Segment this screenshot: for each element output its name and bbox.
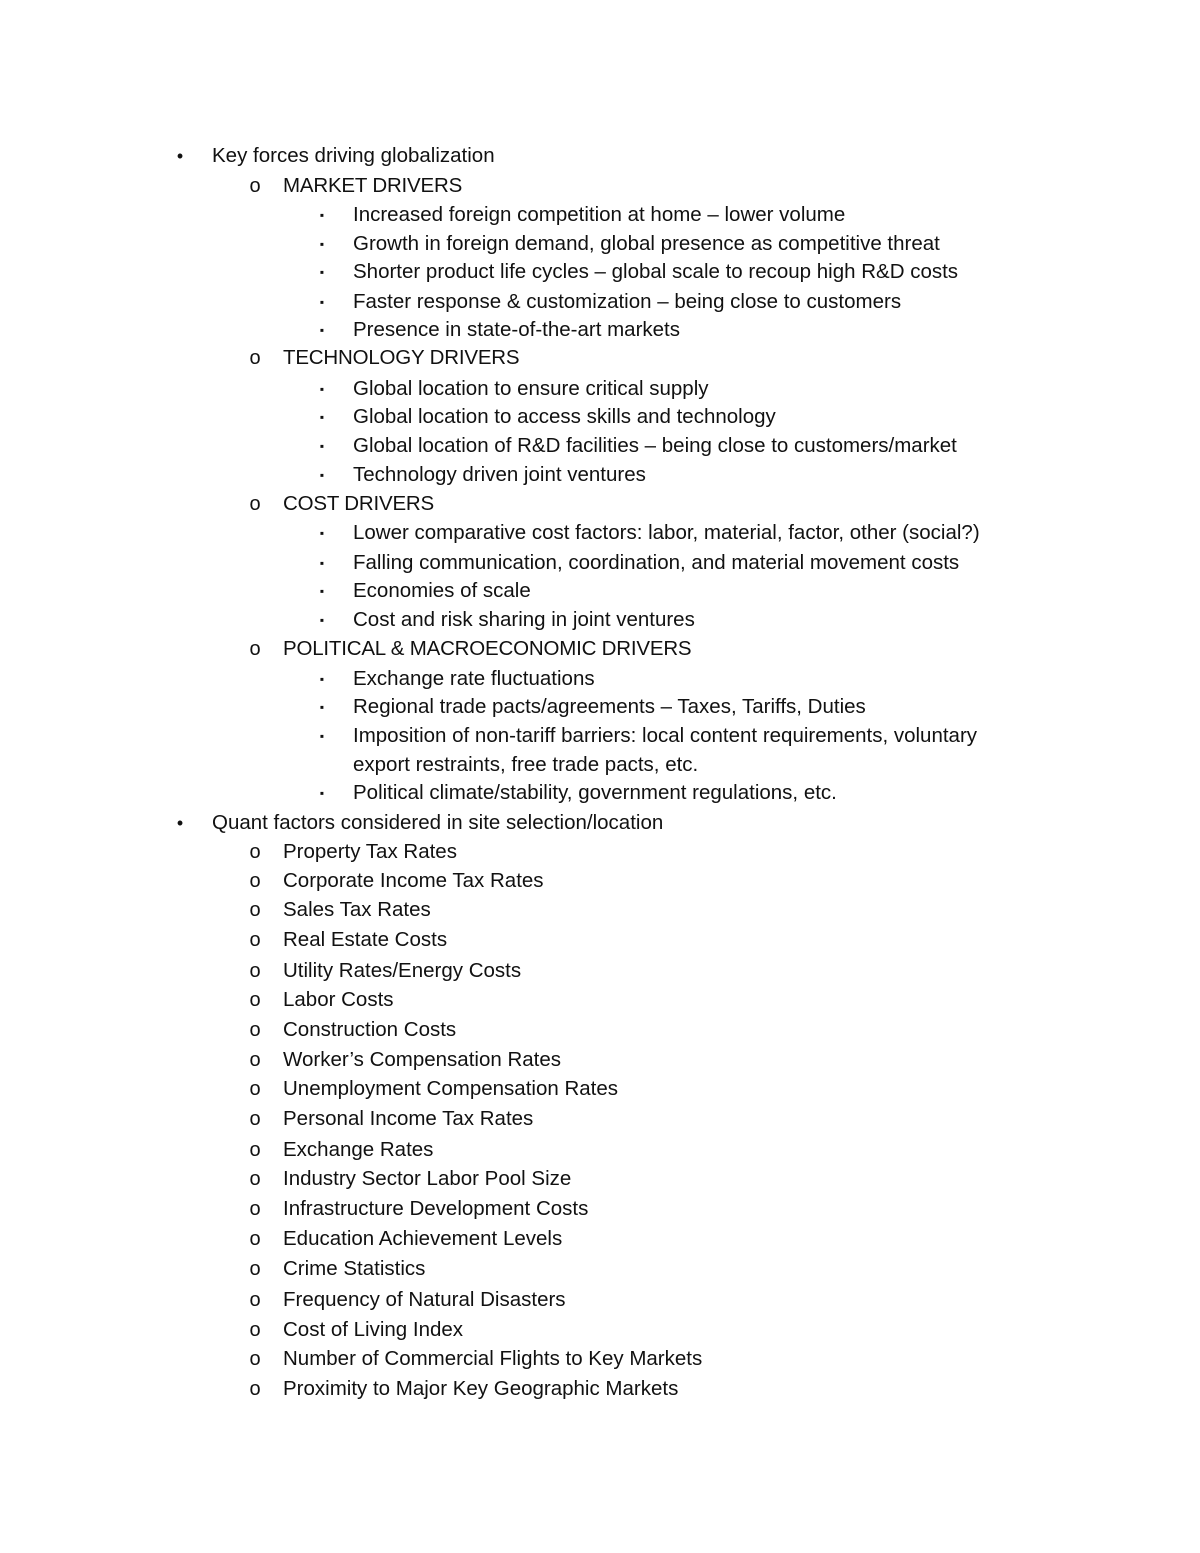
section-title: Key forces driving globalization xyxy=(212,144,495,167)
list-item-text: Global location of R&D facilities – being close to customers/market xyxy=(353,434,957,457)
list-item-text: Crime Statistics xyxy=(283,1257,426,1280)
square-bullet-icon: ▪ xyxy=(319,468,325,482)
list-item-text: Labor Costs xyxy=(283,988,394,1011)
circle-bullet-icon: o xyxy=(249,1019,261,1041)
outline-item-level2 xyxy=(0,1135,1100,1165)
square-bullet-icon: ▪ xyxy=(319,208,325,222)
list-item-text: Corporate Income Tax Rates xyxy=(283,869,544,892)
outline-item-level3 xyxy=(0,460,1100,490)
outline-item-level2 xyxy=(0,1015,1100,1045)
square-bullet-icon: ▪ xyxy=(319,526,325,540)
outline-item-level3 xyxy=(0,200,1100,230)
outline-item-continuation xyxy=(0,750,1100,780)
subsection-heading: TECHNOLOGY DRIVERS xyxy=(283,346,520,369)
circle-bullet-icon: o xyxy=(249,929,261,951)
circle-bullet-icon: o xyxy=(249,841,261,863)
circle-bullet-icon: o xyxy=(249,638,261,660)
outline-item-level2 xyxy=(0,343,1100,373)
list-item-text: Number of Commercial Flights to Key Markets xyxy=(283,1347,703,1370)
subsection-heading: POLITICAL & MACROECONOMIC DRIVERS xyxy=(283,637,692,660)
outline-item-level3 xyxy=(0,402,1100,432)
list-item-text: Cost of Living Index xyxy=(283,1318,464,1341)
outline-item-level2 xyxy=(0,171,1100,201)
outline-item-level2 xyxy=(0,1164,1100,1194)
list-item-text: Increased foreign competition at home – lower volume xyxy=(353,203,846,226)
outline-item-level2 xyxy=(0,489,1100,519)
circle-bullet-icon: o xyxy=(249,1078,261,1100)
list-item-text: Industry Sector Labor Pool Size xyxy=(283,1167,572,1190)
list-item-text: Faster response & customization – being close to customers xyxy=(353,290,902,313)
list-item-text: Political climate/stability, government regulations, etc. xyxy=(353,781,837,804)
list-item-text: Economies of scale xyxy=(353,579,531,602)
list-item-text: Lower comparative cost factors: labor, material, factor, other (social?) xyxy=(353,521,980,544)
square-bullet-icon: ▪ xyxy=(319,382,325,396)
square-bullet-icon: ▪ xyxy=(319,700,325,714)
outline-item-level2 xyxy=(0,1074,1100,1104)
list-item-text: Regional trade pacts/agreements – Taxes, Tariffs, Duties xyxy=(353,695,866,718)
outline-item-level2 xyxy=(0,925,1100,955)
circle-bullet-icon: o xyxy=(249,1348,261,1370)
outline-item-level2 xyxy=(0,1285,1100,1315)
list-item-text: Construction Costs xyxy=(283,1018,457,1041)
square-bullet-icon: ▪ xyxy=(319,613,325,627)
list-item-text: Presence in state-of-the-art markets xyxy=(353,318,680,341)
outline-item-level3 xyxy=(0,548,1100,578)
list-item-text: Worker’s Compensation Rates xyxy=(283,1048,562,1071)
list-item-text: Exchange rate fluctuations xyxy=(353,667,595,690)
outline-item-level2 xyxy=(0,1344,1100,1374)
square-bullet-icon: ▪ xyxy=(319,410,325,424)
list-item-text: Global location to access skills and technology xyxy=(353,405,776,428)
circle-bullet-icon: o xyxy=(249,989,261,1011)
list-item-text: Cost and risk sharing in joint ventures xyxy=(353,608,695,631)
outline-item-level3 xyxy=(0,518,1100,548)
list-item-text: Sales Tax Rates xyxy=(283,898,431,921)
outline-item-level3 xyxy=(0,287,1100,317)
circle-bullet-icon: o xyxy=(249,1049,261,1071)
outline-item-level3 xyxy=(0,664,1100,694)
circle-bullet-icon: o xyxy=(249,1319,261,1341)
square-bullet-icon: ▪ xyxy=(319,729,325,743)
circle-bullet-icon: o xyxy=(249,347,261,369)
circle-bullet-icon: o xyxy=(249,1228,261,1250)
subsection-heading: COST DRIVERS xyxy=(283,492,434,515)
outline-item-level2 xyxy=(0,866,1100,896)
outline-item-level3 xyxy=(0,721,1100,751)
square-bullet-icon: ▪ xyxy=(319,786,325,800)
circle-bullet-icon: o xyxy=(249,1168,261,1190)
outline-item-level3 xyxy=(0,692,1100,722)
list-item-text: Education Achievement Levels xyxy=(283,1227,563,1250)
outline-item-level2 xyxy=(0,1045,1100,1075)
circle-bullet-icon: o xyxy=(249,1139,261,1161)
list-item-text: Global location to ensure critical supply xyxy=(353,377,709,400)
outline-item-level3 xyxy=(0,257,1100,287)
circle-bullet-icon: o xyxy=(249,1258,261,1280)
outline-item-level3 xyxy=(0,374,1100,404)
list-item-text: Falling communication, coordination, and material movement costs xyxy=(353,551,960,574)
bullet-icon: • xyxy=(176,813,184,833)
list-item-text: Unemployment Compensation Rates xyxy=(283,1077,618,1100)
outline-item-level1 xyxy=(0,141,1100,171)
circle-bullet-icon: o xyxy=(249,1198,261,1220)
circle-bullet-icon: o xyxy=(249,870,261,892)
circle-bullet-icon: o xyxy=(249,175,261,197)
list-item-text: Real Estate Costs xyxy=(283,928,448,951)
outline-item-level1 xyxy=(0,808,1100,838)
list-item-text: Proximity to Major Key Geographic Markets xyxy=(283,1377,679,1400)
outline-item-level2 xyxy=(0,895,1100,925)
square-bullet-icon: ▪ xyxy=(319,556,325,570)
circle-bullet-icon: o xyxy=(249,1289,261,1311)
outline-item-level2 xyxy=(0,985,1100,1015)
circle-bullet-icon: o xyxy=(249,960,261,982)
list-item-text: Growth in foreign demand, global presence as competitive threat xyxy=(353,232,940,255)
square-bullet-icon: ▪ xyxy=(319,265,325,279)
outline-item-level2 xyxy=(0,1224,1100,1254)
square-bullet-icon: ▪ xyxy=(319,295,325,309)
circle-bullet-icon: o xyxy=(249,493,261,515)
outline-item-level3 xyxy=(0,605,1100,635)
list-item-text: Property Tax Rates xyxy=(283,840,457,863)
outline-item-level2 xyxy=(0,1254,1100,1284)
square-bullet-icon: ▪ xyxy=(319,237,325,251)
list-item-text: Utility Rates/Energy Costs xyxy=(283,959,522,982)
outline-item-level2 xyxy=(0,837,1100,867)
list-item-text: Shorter product life cycles – global scale to recoup high R&D costs xyxy=(353,260,959,283)
circle-bullet-icon: o xyxy=(249,1378,261,1400)
subsection-heading: MARKET DRIVERS xyxy=(283,174,463,197)
outline-item-level3 xyxy=(0,576,1100,606)
outline-item-level2 xyxy=(0,1374,1100,1404)
list-item-text: Imposition of non-tariff barriers: local content requirements, voluntary xyxy=(353,724,978,747)
bullet-icon: • xyxy=(176,146,184,166)
outline-item-level3 xyxy=(0,229,1100,259)
outline-item-level3 xyxy=(0,431,1100,461)
outline-item-level2 xyxy=(0,1315,1100,1345)
list-item-text: Infrastructure Development Costs xyxy=(283,1197,589,1220)
list-item-text: Frequency of Natural Disasters xyxy=(283,1288,566,1311)
square-bullet-icon: ▪ xyxy=(319,323,325,337)
circle-bullet-icon: o xyxy=(249,1108,261,1130)
outline-item-level2 xyxy=(0,1194,1100,1224)
outline-item-level2 xyxy=(0,1104,1100,1134)
list-item-text: Personal Income Tax Rates xyxy=(283,1107,534,1130)
list-item-text: export restraints, free trade pacts, etc. xyxy=(353,753,699,776)
outline-item-level3 xyxy=(0,315,1100,345)
outline-item-level3 xyxy=(0,778,1100,808)
list-item-text: Exchange Rates xyxy=(283,1138,434,1161)
outline-item-level2 xyxy=(0,956,1100,986)
square-bullet-icon: ▪ xyxy=(319,672,325,686)
list-item-text: Technology driven joint ventures xyxy=(353,463,646,486)
section-title: Quant factors considered in site selection/location xyxy=(212,811,664,834)
square-bullet-icon: ▪ xyxy=(319,584,325,598)
square-bullet-icon: ▪ xyxy=(319,439,325,453)
outline-item-level2 xyxy=(0,634,1100,664)
circle-bullet-icon: o xyxy=(249,899,261,921)
